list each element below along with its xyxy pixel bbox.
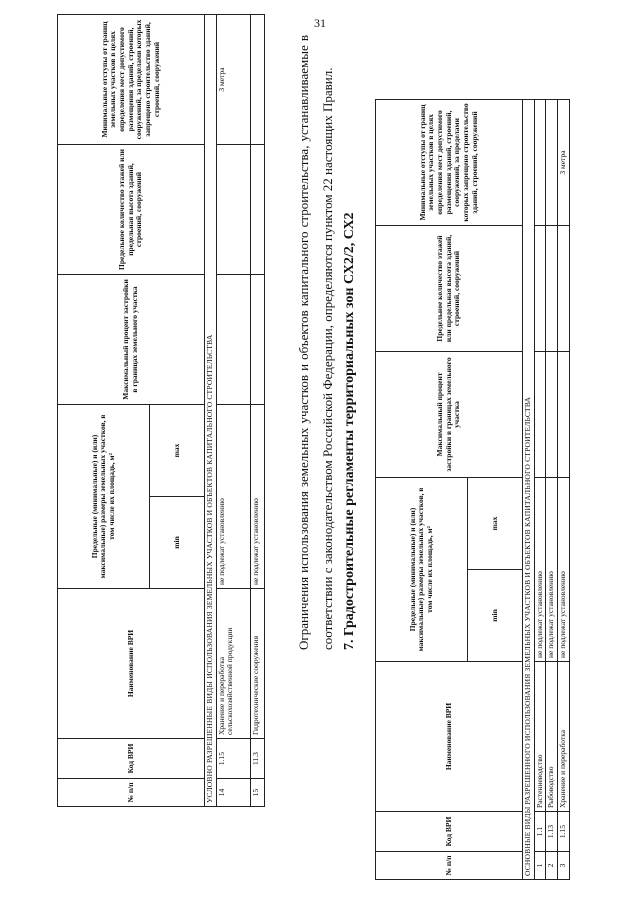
row-floors [250, 144, 264, 274]
row-num: 15 [250, 779, 264, 807]
header-max: max [468, 477, 523, 569]
row-code: 11.3 [250, 739, 264, 779]
row-name: Хранение и переработка сельскохозяйственной продукции [216, 589, 250, 739]
header-min: min [468, 570, 523, 662]
header-num: № п/п [376, 852, 523, 880]
row-name: Растениеводство [534, 662, 546, 812]
row-size: не подлежат установлению [557, 477, 569, 661]
row-floors [216, 144, 250, 274]
header-min: min [150, 497, 205, 589]
page-number: 31 [314, 16, 326, 30]
row-code: 1.15 [557, 812, 569, 852]
row-name: Рыбоводство [546, 662, 558, 812]
row-floors [546, 225, 558, 351]
row-num: 14 [216, 779, 250, 807]
row-code: 1.13 [546, 812, 558, 852]
row-size: не подлежат установлению [250, 404, 264, 588]
section-heading: 7. Градостроительные регламенты территориальных зон СХ2/2, СХ2 [342, 212, 357, 650]
row-code: 1.1 [534, 812, 546, 852]
header-name: Наименование ВРИ [58, 589, 205, 739]
header-floors: Предельное количество этажей или предельная высота зданий, строений, сооружений [58, 144, 205, 274]
header-percent: Максимальный процент застройки в границах земельного участка [58, 274, 205, 404]
row-setback [534, 99, 546, 225]
row-name: Гидротехнические сооружения [250, 589, 264, 739]
row-floors [534, 225, 546, 351]
header-code: Код ВРИ [376, 812, 523, 852]
row-setback: 3 метра [557, 99, 569, 225]
row-percent [250, 274, 264, 404]
row-size: не подлежат установлению [534, 477, 546, 661]
row-percent [534, 351, 546, 477]
row-setback: 3 метра [216, 14, 250, 144]
row-setback [546, 99, 558, 225]
section-conditional: УСЛОВНО РАЗРЕШЕННЫЕ ВИДЫ ИСПОЛЬЗОВАНИЯ ЗЕМЕЛЬНЫХ УЧАСТКОВ И ОБЪЕКТОВ КАПИТАЛЬНОГО СТРОИТЕЛЬСТВА [205, 14, 217, 806]
header-setback: Минимальные отступы от границ земельных участков в целях определения мест допустимого размещения зданий, строений, сооружений, за пределами которых запрещено строительство зданий, строений, сооружений [58, 14, 205, 144]
regulations-table-2 [375, 99, 570, 880]
header-name: Наименование ВРИ [376, 662, 523, 812]
row-size: не подлежат установлению [216, 404, 250, 588]
header-size: Предельные (минимальные) и (или) максимальные) размеры земельных участков, в том числе их площадь, м² [376, 477, 468, 661]
row-code: 1.15 [216, 739, 250, 779]
row-size: не подлежат установлению [546, 477, 558, 661]
row-num: 3 [557, 852, 569, 880]
header-size: Предельные (минимальные) и (или) максимальные) размеры земельных участков, в том числе их площадь, м² [58, 404, 150, 588]
header-percent: Максимальный процент застройки в границах земельного участка [376, 351, 523, 477]
regulations-table-1 [57, 14, 265, 807]
row-num: 1 [534, 852, 546, 880]
header-num: № п/п [58, 779, 205, 807]
paragraph-line-1: Ограничения использования земельных участков и объектов капитального строительства, устанавливаемые в [296, 35, 311, 650]
row-name: Хранение и переработка [557, 662, 569, 812]
row-setback [250, 14, 264, 144]
row-percent [557, 351, 569, 477]
header-code: Код ВРИ [58, 739, 205, 779]
header-floors: Предельное количество этажей или предельная высота зданий, строений, сооружений [376, 225, 523, 351]
row-percent [216, 274, 250, 404]
row-floors [557, 225, 569, 351]
header-max: max [150, 404, 205, 496]
paragraph-line-2: соответствии с законодательством Российской Федерации, определяются пунктом 22 настоящих Правил. [320, 67, 335, 650]
header-setback: Минимальные отступы от границ земельных участков в целях определения мест допустимого размещения зданий, строений, сооружений, за пределами которых запрещено строительство зданий, строений, сооружений [376, 99, 523, 225]
row-num: 2 [546, 852, 558, 880]
row-percent [546, 351, 558, 477]
restrictions-paragraph [292, 35, 340, 650]
section-main: ОСНОВНЫЕ ВИДЫ РАЗРЕШЕННОГО ИСПОЛЬЗОВАНИЯ ЗЕМЕЛЬНЫХ УЧАСТКОВ И ОБЪЕКТОВ КАПИТАЛЬНОГО СТРОИТЕЛЬСТВА [523, 99, 535, 879]
